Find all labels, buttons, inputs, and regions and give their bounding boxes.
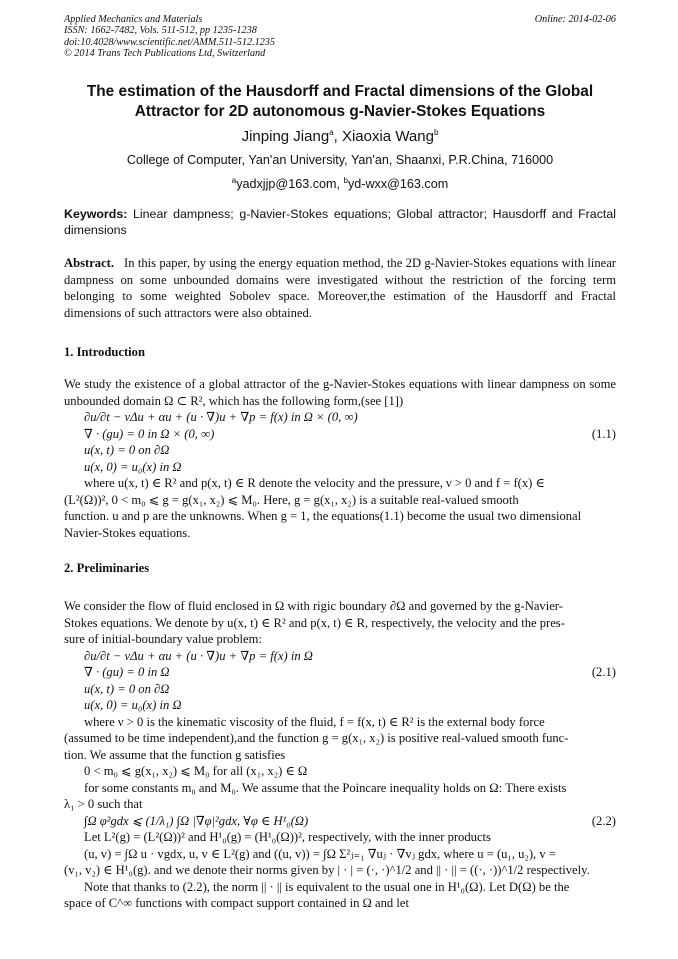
equation-text: u(x, 0) = u₀(x) in Ω — [84, 698, 182, 712]
author-emails — [64, 176, 616, 191]
author-2-mark: b — [433, 128, 439, 137]
where-line-1: where u(x, t) ∈ R² and p(x, t) ∈ R denote the velocity and the pressure, ν > 0 and f = f(x) ∈ — [84, 476, 545, 490]
title-line-1: The estimation of the Hausdorff and Fractal dimensions of the Global — [86, 83, 594, 100]
doi-line: doi:10.4028/www.scientific.net/AMM.511-512.1235 — [64, 36, 275, 48]
equation-1-1-line-4 — [64, 459, 616, 476]
copyright-line: © 2014 Trans Tech Publications Ltd, Switzerland — [64, 48, 266, 60]
where-line-4: Navier-Stokes equations. — [64, 525, 191, 540]
author-1-mark: a — [329, 128, 334, 137]
spaces-line: Let L²(g) = (L²(Ω))² and H¹₀(g) = (H¹₀(Ω))², respectively, with the inner products — [84, 830, 491, 844]
title-line-2: Attractor for 2D autonomous g-Navier-Stokes Equations — [134, 103, 546, 120]
email-a-mark: a — [231, 176, 237, 185]
equation-text: u(x, t) = 0 on ∂Ω — [84, 681, 170, 696]
where-line-3: function. u and p are the unknowns. When g = 1, the equations(1.1) become the usual two dimensional — [64, 509, 582, 523]
online-date: Online: 2014-02-06 — [534, 14, 616, 25]
equation-2-1-line-3 — [64, 681, 616, 698]
equation-text: ∂u/∂t − νΔu + αu + (u · ∇)u + ∇p = f(x) in Ω × (0, ∞) — [84, 410, 358, 424]
equation-2-1-line-2 — [64, 664, 616, 681]
keywords-text: Linear dampness; g-Navier-Stokes equations; Global attractor; Hausdorff and Fractal dimensions — [64, 207, 616, 237]
prelim-line-2: Stokes equations. We denote by u(x, t) ∈ R² and p(x, t) ∈ R, respectively, the velocity and the pres- — [64, 615, 565, 630]
intro-paragraph: We study the existence of a global attractor of the g-Navier-Stokes equations with linear dampness on some unbounded domain Ω ⊂ R², which has the following form,(see [1]) — [64, 377, 616, 408]
keywords-label: Keywords: — [64, 207, 128, 221]
journal-header — [64, 14, 616, 60]
author-separator: , — [333, 128, 342, 145]
equation-number-1-1: (1.1) — [591, 426, 616, 441]
equation-2-2 — [64, 813, 616, 830]
abstract-label: Abstract. — [64, 256, 115, 270]
constants-line-2: λ₁ > 0 such that — [64, 797, 143, 811]
prelim-line-1: We consider the flow of fluid enclosed in Ω with rigic boundary ∂Ω and governed by the g-Navier- — [64, 599, 563, 613]
inner-product-line-2: (v₁, v₂) ∈ H¹₀(g). and we denote their norms given by | · | = (·, ·)^1/2 and || · || = ((·, ·))^1/2 respectively. — [64, 863, 590, 877]
equation-1-1-line-1 — [64, 409, 616, 426]
issn-line: ISSN: 1662-7482, Vols. 511-512, pp 1235-1238 — [64, 25, 257, 37]
equation-text: ∇ · (gu) = 0 in Ω — [84, 665, 170, 679]
inner-product-line-1: (u, v) = ∫Ω u · vgdx, u, v ∈ L²(g) and ((u, v)) = ∫Ω Σ²ⱼ₌₁ ∇uⱼ · ∇vⱼ gdx, where u = (u₁, u₂), v = — [84, 846, 556, 861]
abstract — [64, 255, 616, 321]
constants-line-1: for some constants m₀ and M₀. We assume that the Poincare inequality holds on Ω: There exists — [84, 780, 567, 795]
equation-text: ∫Ω φ²gdx ⩽ (1/λ₁) ∫Ω |∇φ|²gdx, ∀φ ∈ H¹₀(Ω) — [84, 813, 309, 828]
author-2: Xiaoxia Wang — [341, 128, 434, 145]
section-1-heading: 1. Introduction — [64, 345, 145, 359]
equation-number-2-1: (2.1) — [591, 665, 616, 679]
equation-number-2-2: (2.2) — [591, 813, 616, 828]
prelim-line-3: sure of initial-boundary value problem: — [64, 632, 262, 646]
section-2-body — [64, 598, 616, 912]
equation-2-1-line-4 — [64, 697, 616, 714]
equation-text: u(x, t) = 0 on ∂Ω — [84, 443, 170, 457]
paper-title — [64, 82, 616, 122]
viscosity-line-3: tion. We assume that the function g satisfies — [64, 747, 286, 762]
viscosity-line-2: (assumed to be time independent),and the function g = g(x₁, x₂) is positive real-valued smooth func- — [64, 731, 569, 745]
email-b: yd-wxx@163.com — [347, 177, 449, 192]
abstract-text: In this paper, by using the energy equation method, the 2D g-Navier-Stokes equations with linear dampness on some unbounded domains were investigated without the restriction of the forcing term belonging to some weighted Sobolev space. Moreover,the estimation of the Hausdorff and Fractal dimensions of such attractors were also obtained. — [64, 256, 616, 320]
section-2-heading: 2. Preliminaries — [64, 561, 150, 575]
journal-name: Applied Mechanics and Materials — [64, 14, 203, 25]
affiliation: College of Computer, Yan'an University, Yan'an, Shaanxi, P.R.China, 716000 — [126, 153, 554, 167]
equation-1-1-line-3 — [64, 442, 616, 459]
equation-text: u(x, 0) = u₀(x) in Ω — [84, 459, 182, 474]
where-line-2: (L²(Ω))², 0 < m₀ ⩽ g = g(x₁, x₂) ⩽ M₀. Here, g = g(x₁, x₂) is a suitable real-valued smooth — [64, 492, 519, 507]
viscosity-line-1: where ν > 0 is the kinematic viscosity of the fluid, f = f(x, t) ∈ R² is the external body force — [84, 714, 545, 729]
equation-1-1-line-2 — [64, 426, 616, 443]
email-a: yadxjjp@163.com, — [236, 177, 344, 192]
norm-note-line-2: space of C^∞ functions with compact support contained in Ω and let — [64, 896, 409, 910]
equation-text: ∂u/∂t − νΔu + αu + (u · ∇)u + ∇p = f(x) in Ω — [84, 648, 313, 663]
norm-note-line-1: Note that thanks to (2.2), the norm || · || is equivalent to the usual one in H¹₀(Ω). Let D(Ω) be the — [84, 879, 570, 894]
keywords — [64, 206, 616, 238]
equation-text: ∇ · (gu) = 0 in Ω × (0, ∞) — [84, 426, 215, 441]
author-list — [64, 128, 616, 145]
section-1-body — [64, 376, 616, 541]
g-bounds-condition: 0 < m₀ ⩽ g(x₁, x₂) ⩽ M₀ for all (x₁, x₂) ∈ Ω — [84, 764, 308, 778]
email-b-mark: b — [343, 176, 348, 185]
author-1: Jinping Jiang — [241, 128, 330, 145]
equation-2-1-line-1 — [64, 648, 616, 665]
